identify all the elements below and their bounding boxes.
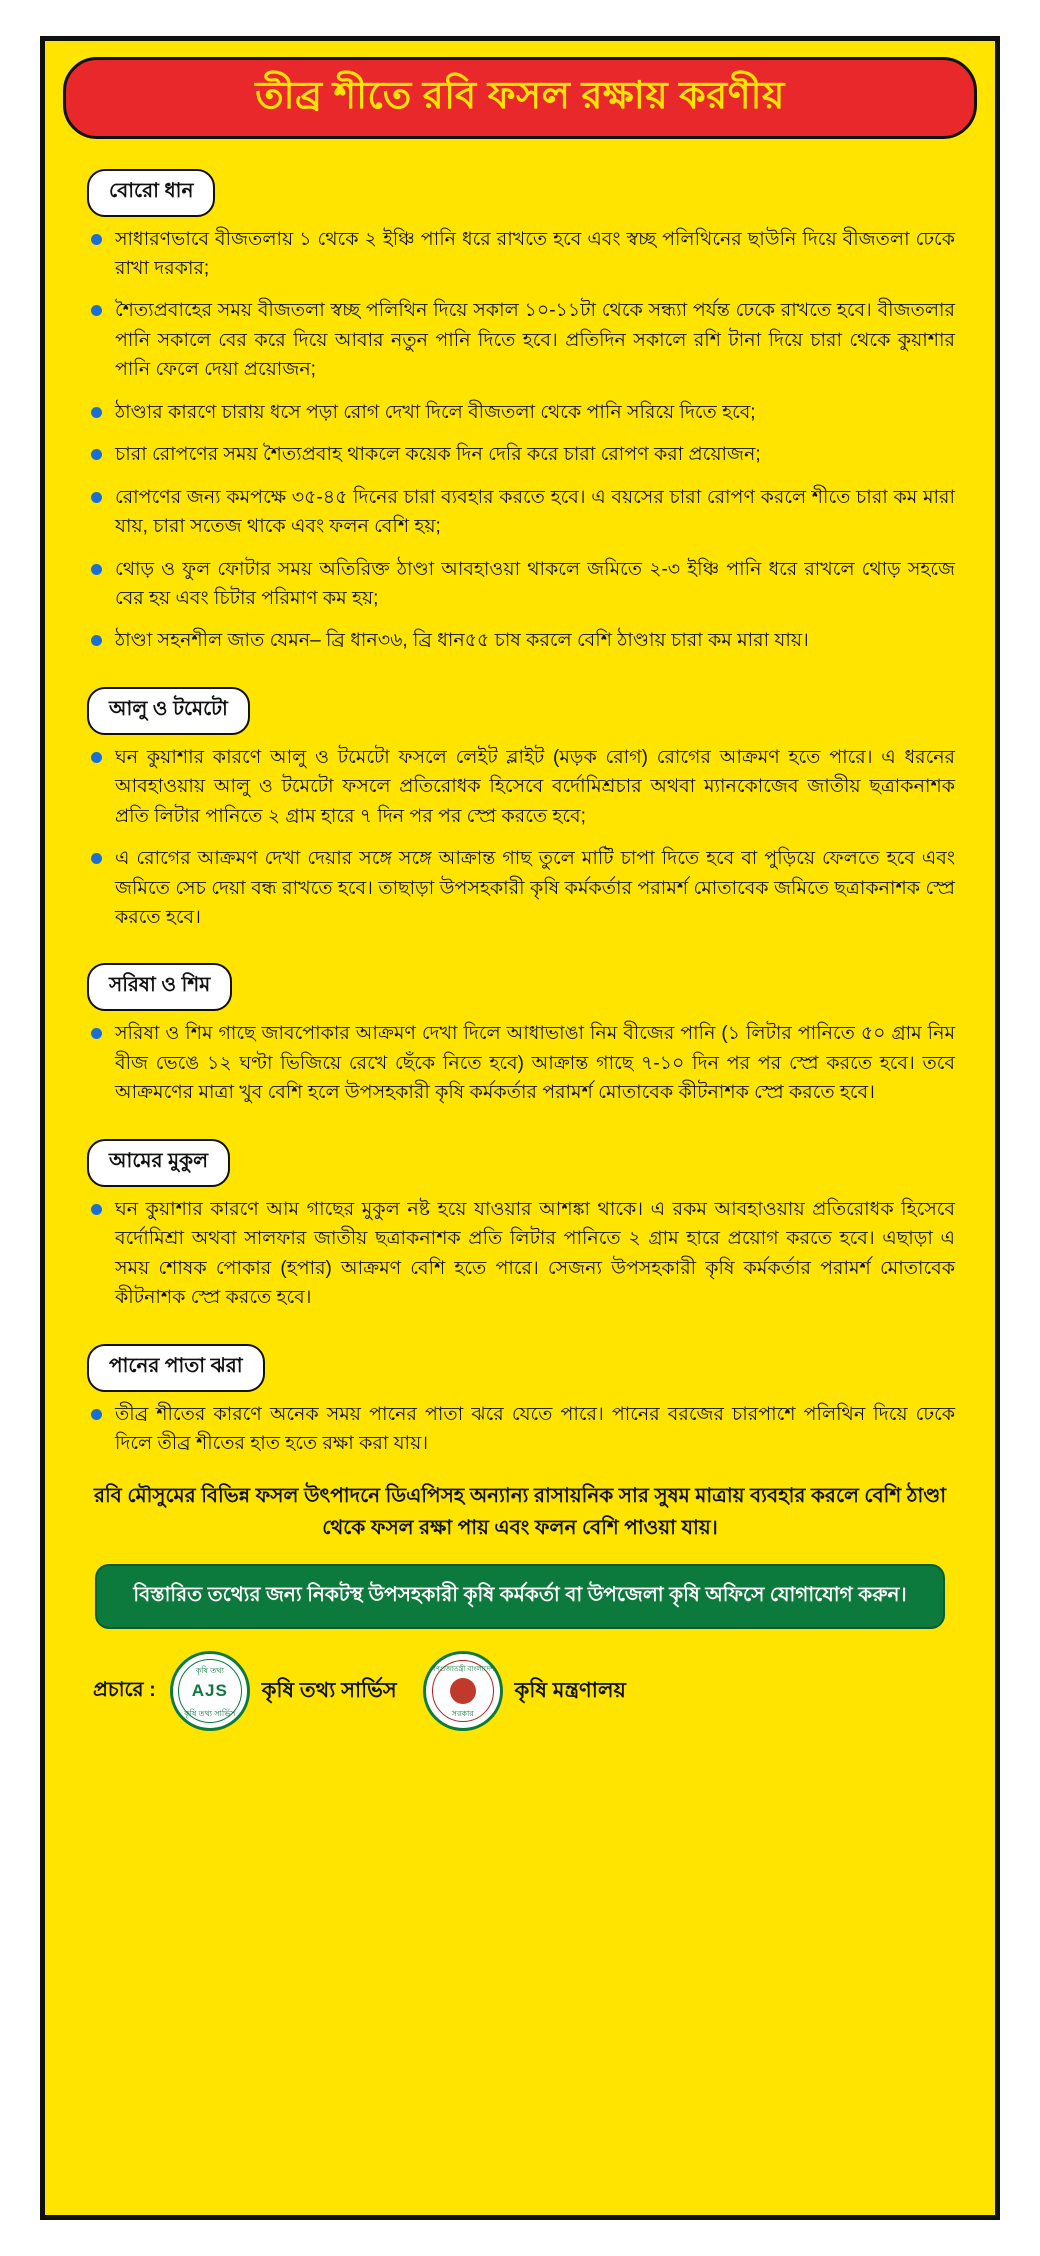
list-item: ঠাণ্ডার কারণে চারায় ধসে পড়া রোগ দেখা দিলে বীজতলা থেকে পানি সরিয়ে দিতে হবে; (89, 398, 955, 427)
list-item: ঠাণ্ডা সহনশীল জাত যেমন– ব্রি ধান৩৬, ব্রি ধান৫৫ চাষ করলে বেশি ঠাণ্ডায় চারা কম মারা যায়। (89, 626, 955, 655)
list-item: থোড় ও ফুল ফোটার সময় অতিরিক্ত ঠাণ্ডা আবহাওয়া থাকলে জমিতে ২-৩ ইঞ্চি পানি ধরে রাখলে থোড় সহজে বের হয় এবং চিটার পরিমাণ কম হয়; (89, 555, 955, 614)
list-item: শৈত্যপ্রবাহের সময় বীজতলা স্বচ্ছ পলিথিন দিয়ে সকাল ১০-১১টা থেকে সন্ধ্যা পর্যন্ত ঢেকে রাখতে হবে। বীজতলার পানি সকালে বের করে দিয়ে আবার নতুন পানি দিতে হবে। প্রতিদিন সকালে রশি টানা দিয়ে চারা থেকে কুয়াশার পানি ফেলে দেয়া প্রয়োজন; (89, 296, 955, 384)
section-points-paner-pata-jhora (79, 1400, 961, 1459)
ais-logo-monogram: AJS (191, 1681, 228, 1701)
org-ais (170, 1651, 397, 1731)
section-heading-paner-pata-jhora: পানের পাতা ঝরা (87, 1344, 265, 1392)
gov-logo-bottom-text: সরকার (451, 1709, 474, 1719)
list-item: এ রোগের আক্রমণ দেখা দেয়ার সঙ্গে সঙ্গে আক্রান্ত গাছ তুলে মাটি চাপা দিতে হবে বা পুড়িয়ে ফেলতে হবে এবং জমিতে সেচ দেয়া বন্ধ রাখতে হবে। তাছাড়া উপসহকারী কৃষি কর্মকর্তার পরামর্শ মোতাবেক জমিতে ছত্রাকনাশক স্প্রে করতে হবে। (89, 844, 955, 932)
list-item: ঘন কুয়াশার কারণে আলু ও টমেটো ফসলে লেইট ব্লাইট (মড়ক রোগ) রোগের আক্রমণ হতে পারে। এ ধরনের আবহাওয়ায় আলু ও টমেটো ফসলে প্রতিরোধক হিসেবে বর্দোমিশ্রচার অথবা ম্যানকোজেব জাতীয় ছত্রাকনাশক প্রতি লিটার পানিতে ২ গ্রাম হারে ৭ দিন পর পর স্প্রে করতে হবে; (89, 743, 955, 831)
org-ministry (423, 1651, 626, 1731)
poster-footer (93, 1651, 951, 1731)
section-heading-sorisha-shim: সরিষা ও শিম (87, 963, 232, 1011)
poster-title-band (63, 57, 977, 139)
page-title: তীব্র শীতে রবি ফসল রক্ষায় করণীয় (255, 75, 785, 117)
section-points-alu-tomato (79, 743, 961, 933)
closing-note: রবি মৌসুমের বিভিন্ন ফসল উৎপাদনে ডিএপিসহ অন্যান্য রাসায়নিক সার সুষম মাত্রায় ব্যবহার করলে বেশি ঠাণ্ডা থেকে ফসল রক্ষা পায় এবং ফলন বেশি পাওয়া যায়। (93, 1485, 947, 1540)
ministry-org-name: কৃষি মন্ত্রণালয় (514, 1678, 626, 1702)
section-heading-amer-mukul: আমের মুকুল (87, 1139, 230, 1187)
list-item: ঘন কুয়াশার কারণে আম গাছের মুকুল নষ্ট হয়ে যাওয়ার আশঙ্কা থাকে। এ রকম আবহাওয়ায় প্রতিরোধক হিসেবে বর্দোমিশ্রা অথবা সালফার জাতীয় ছত্রাকনাশক প্রতি লিটার পানিতে ২ গ্রাম হারে প্রয়োগ করতে হবে। এছাড়া এ সময় শোষক পোকার (হপার) আক্রমণ বেশি হতে পারে। সেজন্য উপসহকারী কৃষি কর্মকর্তার পরামর্শ মোতাবেক কীটনাশক স্প্রে করতে হবে। (89, 1195, 955, 1313)
list-item: সরিষা ও শিম গাছে জাবপোকার আক্রমণ দেখা দিলে আধাভাঙা নিম বীজের পানি (১ লিটার পানিতে ৫০ গ্রাম নিম বীজ ভেঙে ১২ ঘণ্টা ভিজিয়ে রেখে ছেঁকে নিতে হবে) আক্রান্ত গাছে ৭-১০ দিন পর পর স্প্রে করতে হবে। তবে আক্রমণের মাত্রা খুব বেশি হলে উপসহকারী কৃষি কর্মকর্তার পরামর্শ মোতাবেক কীটনাশক স্প্রে করতে হবে। (89, 1019, 955, 1107)
section-points-amer-mukul (79, 1195, 961, 1313)
ais-logo-bottom-text: কৃষি তথ্য সার্ভিস (184, 1709, 236, 1719)
list-item: তীব্র শীতের কারণে অনেক সময় পানের পাতা ঝরে যেতে পারে। পানের বরজের চারপাশে পলিথিন দিয়ে ঢেকে দিলে তীব্র শীতের হাত হতে রক্ষা করা যায়। (89, 1400, 955, 1459)
ais-logo-icon (170, 1651, 250, 1731)
contact-box: বিস্তারিত তথ্যের জন্য নিকটস্থ উপসহকারী কৃষি কর্মকর্তা বা উপজেলা কৃষি অফিসে যোগাযোগ করুন। (95, 1564, 945, 1629)
section-heading-alu-tomato: আলু ও টমেটো (87, 687, 250, 735)
government-seal-icon (423, 1651, 503, 1731)
list-item: সাধারণভাবে বীজতলায় ১ থেকে ২ ইঞ্চি পানি ধরে রাখতে হবে এবং স্বচ্ছ পলিথিনের ছাউনি দিয়ে বীজতলা ঢেকে রাখা দরকার; (89, 225, 955, 284)
seal-center (450, 1678, 476, 1704)
section-heading-boro-dhan: বোরো ধান (87, 169, 215, 217)
poster-body (45, 139, 995, 1742)
promo-label: প্রচারে : (93, 1678, 156, 1701)
list-item: চারা রোপণের সময় শৈত্যপ্রবাহ থাকলে কয়েক দিন দেরি করে চারা রোপণ করা প্রয়োজন; (89, 440, 955, 469)
poster-container (40, 36, 1000, 2220)
gov-logo-top-text: গণপ্রজাতন্ত্রী বাংলাদেশ (431, 1666, 495, 1674)
ais-org-name: কৃষি তথ্য সার্ভিস (261, 1678, 397, 1702)
section-points-boro-dhan (79, 225, 961, 656)
section-points-sorisha-shim (79, 1019, 961, 1107)
list-item: রোপণের জন্য কমপক্ষে ৩৫-৪৫ দিনের চারা ব্যবহার করতে হবে। এ বয়সের চারা রোপণ করলে শীতে চারা কম মারা যায়, চারা সতেজ থাকে এবং ফলন বেশি হয়; (89, 483, 955, 542)
ais-logo-top-text: কৃষি তথ্য (195, 1666, 224, 1676)
